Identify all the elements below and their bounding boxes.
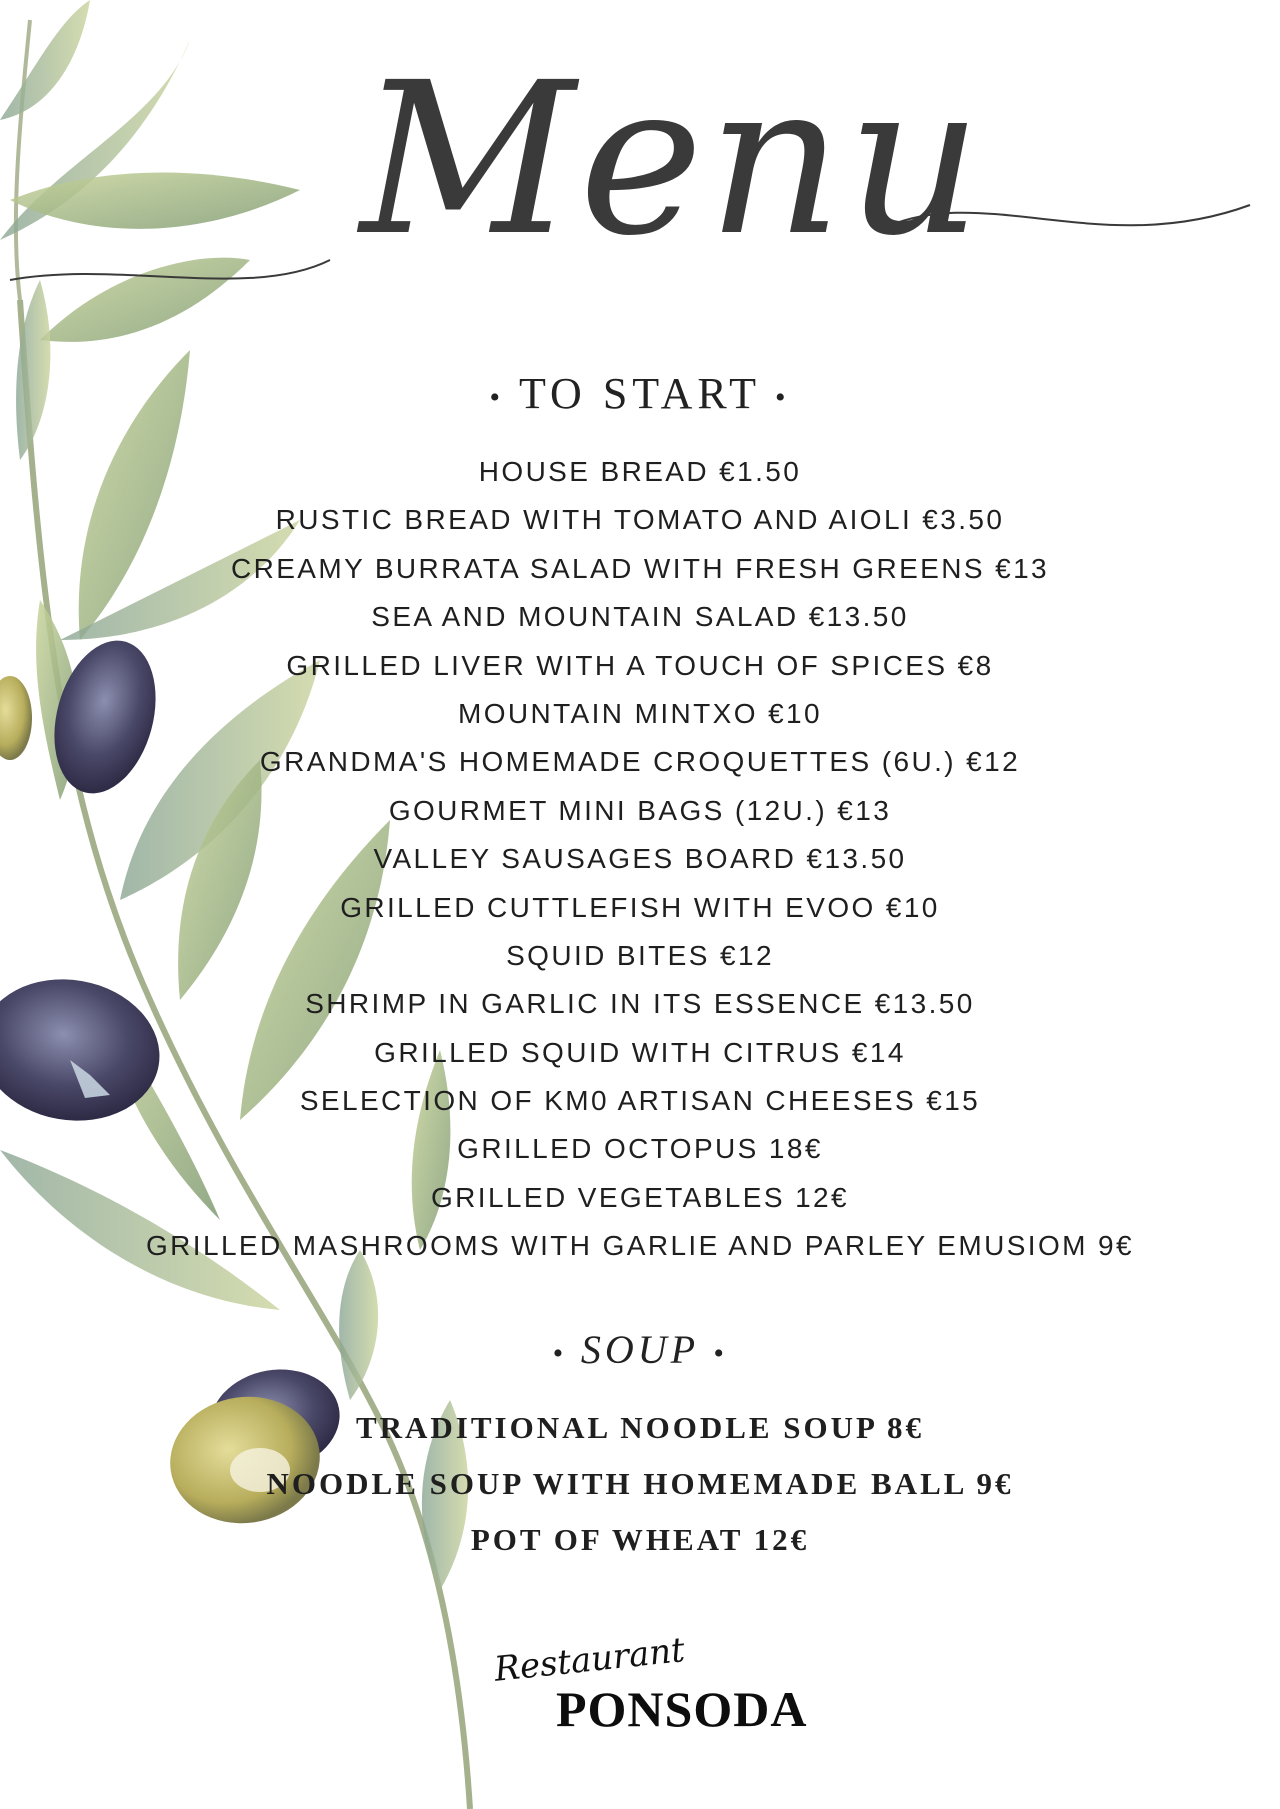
- bullet-dot-icon: •: [775, 380, 791, 414]
- menu-item: HOUSE BREAD €1.50: [478, 456, 802, 487]
- menu-item: MOUNTAIN MINTXO €10: [457, 697, 822, 729]
- menu-item: TRADITIONAL NOODLE SOUP 8€: [355, 1410, 925, 1445]
- menu-item: GRILLED MASHROOMS WITH GARLIE AND PARLEY EMUSIOM 9€: [146, 1230, 1134, 1262]
- restaurant-logo: [490, 1630, 810, 1750]
- menu-item: GRANDMA'S HOMEMADE CROQUETTES (6U.) €12: [259, 746, 1021, 778]
- menu-item: GRILLED LIVER WITH A TOUCH OF SPICES €8: [286, 649, 994, 681]
- menu-item: SQUID BITES €12: [506, 939, 774, 971]
- section-heading-soup: [0, 1326, 1280, 1373]
- menu-item: GOURMET MINI BAGS (12U.) €13: [388, 794, 892, 826]
- menu-item: SELECTION OF KM0 ARTISAN CHEESES €15: [299, 1085, 981, 1117]
- to-start-heading-text: TO START: [518, 369, 762, 418]
- menu-item: VALLEY SAUSAGES BOARD €13.50: [373, 843, 907, 875]
- soup-menu-list: [0, 1400, 1280, 1568]
- bullet-dot-icon: •: [552, 1336, 567, 1370]
- menu-item: GRILLED CUTTLEFISH WITH EVOO €10: [340, 891, 940, 923]
- logo-script-text: Restaurant: [492, 1630, 687, 1690]
- bullet-dot-icon: •: [713, 1336, 728, 1370]
- to-start-menu-list: [0, 448, 1280, 1271]
- menu-item: POT OF WHEAT 12€: [470, 1522, 810, 1557]
- menu-title: Menu: [360, 37, 986, 282]
- menu-item: GRILLED OCTOPUS 18€: [457, 1133, 823, 1165]
- menu-item: SHRIMP IN GARLIC IN ITS ESSENCE €13.50: [305, 988, 975, 1020]
- logo-name-text: PONSODA: [556, 1681, 808, 1737]
- menu-item: GRILLED VEGETABLES 12€: [430, 1181, 849, 1213]
- menu-item: NOODLE SOUP WITH HOMEMADE BALL 9€: [266, 1466, 1014, 1501]
- bullet-dot-icon: •: [489, 380, 505, 414]
- menu-item: CREAMY BURRATA SALAD WITH FRESH GREENS €13: [230, 552, 1050, 584]
- menu-item: SEA AND MOUNTAIN SALAD €13.50: [371, 601, 909, 633]
- menu-item: GRILLED SQUID WITH CITRUS €14: [374, 1036, 906, 1068]
- soup-heading-text: SOUP: [580, 1327, 700, 1372]
- section-heading-to-start: [0, 368, 1280, 419]
- menu-item: RUSTIC BREAD WITH TOMATO AND AIOLI €3.50: [275, 504, 1005, 536]
